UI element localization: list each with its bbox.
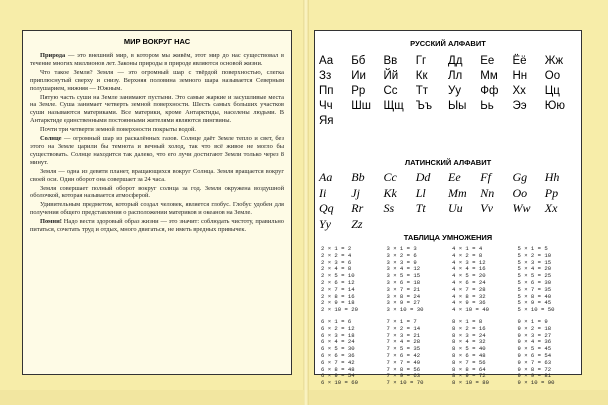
- page-edge-left: [0, 390, 304, 405]
- multiplication-line: 3 × 9 = 27: [386, 299, 421, 307]
- multiplication-line: 2 × 7 = 14: [321, 285, 355, 293]
- multiplication-line: 2 × 10 = 20: [321, 306, 358, 314]
- multiplication-line: 9 × 9 = 81: [517, 372, 552, 380]
- paragraph: [30, 201, 284, 217]
- multiplication-line: 4 × 1 = 4: [452, 245, 483, 252]
- multiplication-line: 9 × 4 = 36: [517, 338, 552, 346]
- multiplication-line: 2 × 6 = 12: [321, 278, 355, 286]
- latin-letter: Aa: [319, 170, 333, 184]
- russian-letter: Ёё: [512, 55, 527, 67]
- multiplication-line: 8 × 7 = 56: [452, 358, 486, 366]
- multiplication-line: 8 × 8 = 64: [452, 365, 486, 373]
- multiplication-line: 8 × 5 = 40: [452, 345, 486, 353]
- multiplication-line: 5 × 7 = 35: [517, 285, 552, 293]
- multiplication-line: 5 × 3 = 15: [517, 258, 552, 266]
- multiplication-block: [452, 319, 514, 387]
- paragraph-text: Надо вести здоровый образ жизни — это значит: соблюдать чистоту, правильно питаться, сочетать труд и отдых, много двигаться, не иметь вредных привычек.: [30, 218, 284, 234]
- latin-letter: Uu: [448, 201, 463, 215]
- paragraph-text: Земля совершает полный оборот вокруг солнца за год. Земля окружена воздушной оболочкой, которая называется атмосферой.: [30, 184, 284, 200]
- latin-letter: Zz: [351, 216, 363, 231]
- multiplication-block: [518, 246, 580, 314]
- multiplication-line: 6 × 7 = 42: [321, 358, 355, 366]
- multiplication-line: 7 × 1 = 7: [386, 317, 417, 325]
- multiplication-line: 9 × 1 = 9: [517, 317, 548, 325]
- russian-letter: Аа: [319, 55, 334, 67]
- multiplication-line: 7 × 10 = 70: [386, 379, 424, 387]
- multiplication-line: 6 × 2 = 12: [321, 324, 355, 332]
- latin-letter: Yy: [319, 216, 331, 231]
- russian-letter: Ее: [480, 55, 495, 67]
- multiplication-line: 2 × 3 = 6: [321, 258, 352, 266]
- multiplication-line: 2 × 9 = 18: [321, 299, 355, 307]
- russian-letter: Юю: [544, 100, 565, 112]
- russian-letter: Кк: [415, 70, 428, 82]
- multiplication-line: 4 × 10 = 40: [452, 306, 489, 314]
- latin-letter: Ii: [319, 185, 327, 200]
- multiplication-line: 4 × 2 = 8: [452, 251, 483, 259]
- multiplication-block: [321, 319, 383, 387]
- russian-letter: Мм: [480, 70, 498, 82]
- russian-letter: Дд: [448, 55, 463, 67]
- multiplication-line: 4 × 8 = 32: [452, 292, 486, 300]
- multiplication-line: 3 × 8 = 24: [386, 292, 421, 300]
- multiplication-line: 4 × 9 = 36: [452, 299, 486, 307]
- multiplication-line: 7 × 2 = 14: [386, 324, 421, 332]
- multiplication-line: 7 × 9 = 63: [386, 372, 421, 380]
- multiplication-line: 5 × 6 = 30: [517, 278, 552, 286]
- russian-letter: Яя: [319, 115, 334, 127]
- multiplication-line: 8 × 4 = 32: [452, 338, 486, 346]
- left-page-title: МИР ВОКРУГ НАС: [123, 37, 191, 46]
- latin-letter: Kk: [383, 185, 397, 200]
- latin-letter: Nn: [480, 185, 495, 200]
- multiplication-line: 3 × 7 = 21: [386, 285, 421, 293]
- paragraph: [30, 94, 284, 126]
- paragraph-text: Пятую часть суши на Земле занимают пустыни. Это самые жаркие и засушливые места на Земле. Суша занимает четверть земной поверхности. Шесть самых больших участков суши называются материками. Все материки, кроме Антарктиды, населены людьми. В Антарктиде единственными постоянными жителями являются пингвины.: [30, 93, 284, 125]
- russian-letter: Ъъ: [415, 100, 433, 112]
- multiplication-line: 3 × 10 = 30: [386, 306, 424, 314]
- russian-letter: Тт: [415, 85, 429, 97]
- multiplication-line: 8 × 2 = 16: [452, 324, 486, 332]
- latin-alphabet-grid: [319, 171, 577, 231]
- multiplication-line: 3 × 6 = 18: [386, 278, 421, 286]
- left-page: [22, 30, 292, 375]
- latin-letter: Ee: [448, 170, 461, 184]
- russian-letter: Гг: [415, 55, 427, 67]
- russian-letter: Бб: [351, 55, 366, 67]
- latin-letter: Pp: [544, 185, 559, 200]
- paragraph-text: Что такое Земля? Земля — это огромный шар с твёрдой поверхностью, слегка приплюснутый сверху и снизу. Верхняя половина земного шара называется Северным полушарием, нижняя — Южным.: [30, 68, 284, 92]
- multiplication-line: 3 × 4 = 12: [386, 265, 421, 273]
- paragraph: [30, 168, 284, 184]
- multiplication-line: 6 × 9 = 54: [321, 372, 355, 380]
- paragraph-text: Удивительным предметом, который создал человек, является глобус. Глобус удобен для получения общего представления о расположении материков и океанов на Земле.: [30, 201, 284, 217]
- multiplication-line: 4 × 4 = 16: [452, 265, 486, 273]
- latin-letter: Ff: [480, 170, 491, 184]
- latin-letter: Hh: [544, 170, 560, 184]
- multiplication-line: 8 × 1 = 8: [452, 317, 483, 325]
- page-edge-right: [309, 390, 608, 405]
- russian-letter: Шш: [351, 100, 372, 112]
- paragraph: [30, 218, 284, 234]
- paragraph-emphasis: Природа: [40, 52, 66, 59]
- multiplication-line: 5 × 5 = 25: [517, 272, 552, 280]
- latin-letter: Vv: [480, 201, 493, 215]
- multiplication-line: 2 × 8 = 16: [321, 292, 355, 300]
- multiplication-table-title: ТАБЛИЦА УМНОЖЕНИЯ: [403, 233, 493, 242]
- multiplication-line: 7 × 8 = 56: [386, 365, 421, 373]
- paragraph-text: Земля — одна из девяти планет, вращающихся вокруг Солнца. Земля вращается вокруг своей оси. Один оборот она совершает за 24 часа.: [30, 167, 284, 183]
- multiplication-line: 9 × 7 = 63: [517, 358, 552, 366]
- multiplication-block: [321, 246, 383, 314]
- multiplication-line: 2 × 5 = 10: [321, 272, 355, 280]
- multiplication-line: 8 × 10 = 80: [452, 379, 489, 387]
- multiplication-block: [387, 246, 449, 314]
- russian-letter: Сс: [383, 85, 398, 97]
- russian-letter: Цц: [544, 85, 560, 97]
- russian-letter: Ыы: [448, 100, 467, 112]
- multiplication-line: 7 × 6 = 42: [386, 351, 421, 359]
- paragraph: [30, 135, 284, 167]
- multiplication-line: 4 × 5 = 20: [452, 272, 486, 280]
- multiplication-line: 9 × 3 = 27: [517, 331, 552, 339]
- multiplication-line: 3 × 1 = 3: [386, 245, 417, 252]
- russian-letter: Фф: [480, 85, 499, 97]
- multiplication-line: 7 × 7 = 49: [386, 358, 421, 366]
- paragraph: [30, 126, 284, 134]
- russian-letter: Йй: [383, 70, 399, 82]
- multiplication-line: 5 × 9 = 45: [517, 299, 552, 307]
- russian-letter: Жж: [544, 55, 564, 67]
- multiplication-line: 4 × 6 = 24: [452, 278, 486, 286]
- multiplication-line: 5 × 10 = 50: [517, 306, 555, 314]
- paragraph-text: — это внешний мир, в котором мы живём, этот мир до нас существовал в течение многих миллионов лет. Законы природы в природе являются основой жизни.: [30, 52, 284, 67]
- latin-letter: Rr: [351, 201, 364, 215]
- multiplication-line: 4 × 7 = 28: [452, 285, 486, 293]
- multiplication-line: 7 × 4 = 28: [386, 338, 421, 346]
- russian-alphabet-title: РУССКИЙ АЛФАВИТ: [410, 39, 486, 48]
- multiplication-line: 3 × 2 = 6: [386, 251, 417, 259]
- russian-letter: Лл: [448, 70, 463, 82]
- russian-letter: Рр: [351, 85, 366, 97]
- multiplication-line: 7 × 5 = 35: [386, 345, 421, 353]
- russian-letter: Ии: [351, 70, 366, 82]
- multiplication-line: 7 × 3 = 21: [386, 331, 421, 339]
- multiplication-line: 9 × 8 = 72: [517, 365, 552, 373]
- multiplication-line: 3 × 3 = 9: [386, 258, 417, 266]
- multiplication-block: [452, 246, 514, 314]
- latin-letter: Oo: [512, 185, 528, 200]
- multiplication-line: 9 × 5 = 45: [517, 345, 552, 353]
- latin-letter: Ll: [415, 185, 426, 200]
- paragraph: [30, 185, 284, 201]
- latin-letter: Cc: [383, 170, 397, 184]
- multiplication-line: 8 × 6 = 48: [452, 351, 486, 359]
- multiplication-table: [321, 246, 579, 387]
- russian-letter: Зз: [319, 70, 332, 82]
- russian-letter: Щщ: [383, 100, 404, 112]
- russian-letter: Ээ: [512, 100, 527, 112]
- multiplication-line: 3 × 5 = 15: [386, 272, 421, 280]
- multiplication-line: 6 × 3 = 18: [321, 331, 355, 339]
- paragraph-text: — огромный шар из раскалённых газов. Солнце даёт Земле тепло и свет, без этого на Земле царили бы темнота и вечный холод, так что всё живое не могло бы существовать. Солнце находится так далеко, что его лучи достигают Земли только через 8 минут.: [30, 135, 284, 166]
- right-page: [314, 30, 582, 387]
- multiplication-line: 9 × 10 = 90: [517, 379, 555, 387]
- multiplication-line: 8 × 9 = 72: [452, 372, 486, 380]
- paragraph-emphasis: Солнце: [40, 135, 62, 143]
- latin-letter: Bb: [351, 170, 365, 184]
- russian-letter: Ьь: [480, 100, 494, 112]
- multiplication-line: 2 × 1 = 2: [321, 245, 352, 252]
- latin-letter: Ww: [512, 201, 531, 215]
- multiplication-line: 8 × 3 = 24: [452, 331, 486, 339]
- paragraph: [30, 52, 284, 68]
- paragraph-text: Почти три четверти земной поверхности покрыты водой.: [40, 126, 196, 134]
- latin-letter: Gg: [512, 170, 528, 184]
- russian-letter: Чч: [319, 100, 333, 112]
- russian-letter: Вв: [383, 55, 398, 67]
- multiplication-line: 6 × 4 = 24: [321, 338, 355, 346]
- russian-letter: Хх: [512, 85, 526, 97]
- multiplication-line: 2 × 4 = 8: [321, 265, 352, 273]
- multiplication-line: 6 × 10 = 60: [321, 379, 358, 387]
- multiplication-line: 5 × 8 = 40: [517, 292, 552, 300]
- multiplication-line: 4 × 3 = 12: [452, 258, 486, 266]
- russian-letter: Пп: [319, 85, 334, 97]
- multiplication-line: 5 × 4 = 20: [517, 265, 552, 273]
- multiplication-line: 6 × 5 = 30: [321, 345, 355, 353]
- latin-alphabet-title: ЛАТИНСКИЙ АЛФАВИТ: [404, 158, 492, 167]
- multiplication-line: 6 × 6 = 36: [321, 351, 355, 359]
- multiplication-line: 2 × 2 = 4: [321, 251, 352, 259]
- latin-letter: Mm: [448, 185, 467, 200]
- multiplication-line: 5 × 2 = 10: [517, 251, 552, 259]
- latin-letter: Dd: [415, 170, 431, 184]
- paragraph: [30, 69, 284, 93]
- russian-letter: Оо: [544, 70, 561, 82]
- multiplication-line: 6 × 1 = 6: [321, 317, 352, 325]
- multiplication-line: 9 × 2 = 18: [517, 324, 552, 332]
- multiplication-block: [387, 319, 449, 387]
- russian-letter: Уу: [448, 85, 462, 97]
- paragraph-emphasis: Помни!: [40, 218, 62, 226]
- russian-alphabet-grid: [319, 55, 577, 127]
- latin-letter: Ss: [383, 201, 395, 215]
- latin-letter: Jj: [351, 185, 360, 200]
- latin-letter: Qq: [319, 201, 334, 215]
- russian-letter: Нн: [512, 70, 528, 82]
- multiplication-line: 9 × 6 = 54: [517, 351, 552, 359]
- multiplication-block: [518, 319, 580, 387]
- multiplication-line: 6 × 8 = 48: [321, 365, 355, 373]
- left-page-text: [30, 52, 284, 234]
- multiplication-line: 5 × 1 = 5: [517, 245, 548, 252]
- latin-letter: Xx: [544, 201, 558, 215]
- book-spine: [303, 0, 309, 405]
- latin-letter: Tt: [415, 201, 426, 215]
